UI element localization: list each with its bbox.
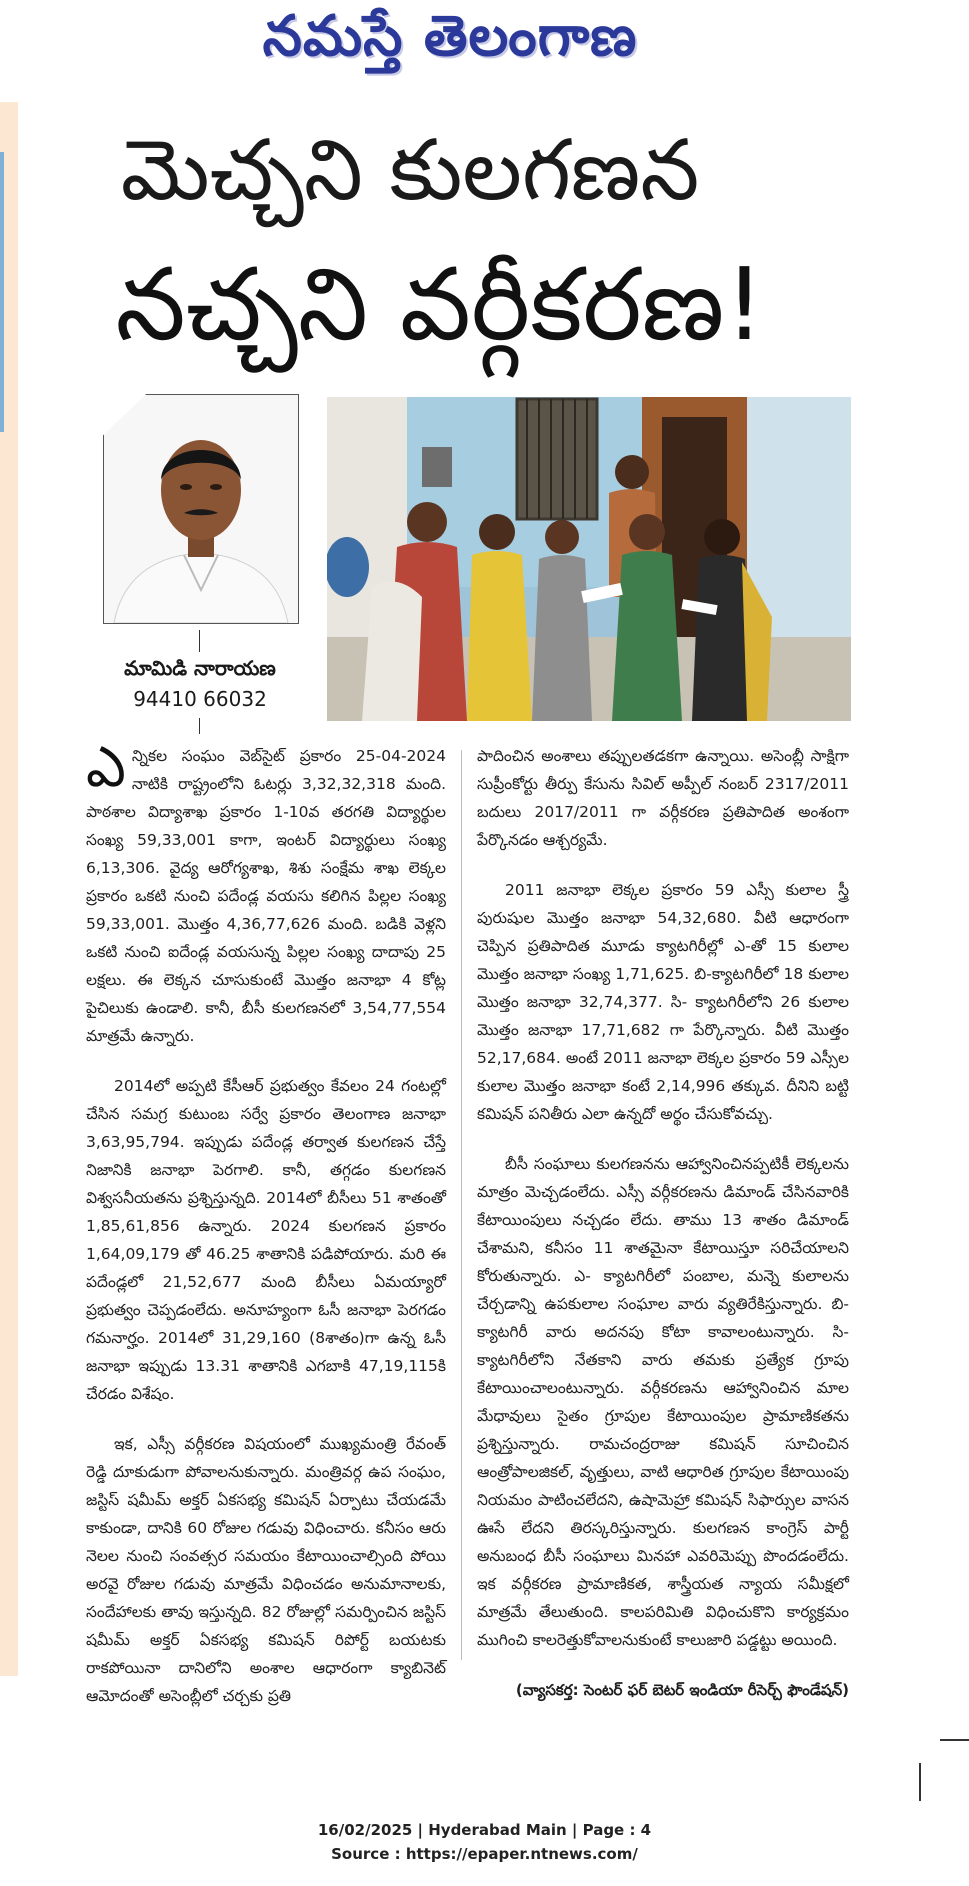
source-link[interactable]: Source : https://epaper.ntnews.com/ <box>331 1845 638 1863</box>
author-name: మామిడి నారాయణ <box>124 656 276 680</box>
article-paragraph: బీసీ సంఘాలు కులగణనను ఆహ్వానించినప్పటికీ లెక్కలను మాత్రం మెచ్చడంలేదు. ఎస్సీ వర్గీకరణను డిమాండ్ చేసినవారికి కేటాయింపులు నచ్చడం లేదు. తాము 13 శాతం డిమాండ్ చేశామని, కనీసం 11 శాతమైనా కేటాయిస్తూ సరిచేయాలని కోరుతున్నారు. ఎ- క్యాటగిరీలో పంబాల, మన్నె కులాలను చేర్చడాన్ని ఉపకులాల సంఘాల వారు వ్యతిరేకిస్తున్నారు. బి-క్యాటగిరీ వారు అదనపు కోటా కావాలంటున్నారు. సి- క్యాటగిరీలోని నేతకాని వారు తమకు ప్రత్యేక గ్రూపు కేటాయించాలంటున్నారు. వర్గీకరణను ఆహ్వానించిన మాల మేధావులు సైతం గ్రూపుల కేటాయింపుల ప్రామాణికతను ప్రశ్నిస్తున్నారు. రామచంద్రరాజు కమిషన్ సూచించిన ఆంత్రోపాలజికల్, వృత్తులు, వాటి ఆధారిత గ్రూపుల కేటాయింపు నియమం పాటించలేదని, ఉషామెహ్రా కమిషన్ సిఫార్సుల వాసన ఊసే లేదని తిరస్కరిస్తున్నారు. కులగణన కాంగ్రెస్ పార్టీ అనుబంధ బీసీ సంఘాలు మినహా ఎవరిమెప్పు పొందడంలేదు. ఇక వర్గీకరణ ప్రామాణికత, శాస్త్రీయత న్యాయ సమీక్షలో మాత్రమే తేలుతుంది. కాలపరిమితి విధించుకొని కార్యక్రమం ముగించి కాలరెత్తుకోవాలనుకుంటే కాలుజారి పడ్డట్టు అయింది. <box>477 1155 849 1649</box>
article-column-right <box>477 742 849 1704</box>
column-divider <box>461 750 462 1660</box>
article-paragraph: ఇక, ఎస్సీ వర్గీకరణ విషయంలో ముఖ్యమంత్రి రేవంత్ రెడ్డి దూకుడుగా పోవాలనుకున్నారు. మంత్రివర్గ ఉప సంఘం, జస్టిస్ షమీమ్ అక్తర్ ఏకసభ్య కమిషన్ ఏర్పాటు చేయడమే కాకుండా, దానికి 60 రోజుల గడువు విధించారు. కనీసం ఆరు నెలల నుంచి సంవత్సర సమయం కేటాయించాల్సింది పోయి అరవై రోజుల గడువు మాత్రమే విధించడం అనుమానాలకు, సందేహాలకు తావు ఇస్తున్నది. 82 రోజుల్లో సమర్పించిన జస్టిస్ షమీమ్ అక్తర్ ఏకసభ్య కమిషన్ రిపోర్ట్ బయటకు రాకపోయినా దానిలోని అంశాల ఆధారంగా క్యాబినెట్ ఆమోదంతో అసెంబ్లీలో చర్చకు ప్రతి <box>86 1435 446 1705</box>
article-paragraph: 2014లో అప్పటి కేసీఆర్ ప్రభుత్వం కేవలం 24 గంటల్లో చేసిన సమగ్ర కుటుంబ సర్వే ప్రకారం తెలంగాణ జనాభా 3,63,95,794. ఇప్పుడు పదేండ్ల తర్వాత కులగణన చేస్తే నిజానికి జనాభా పెరగాలి. కానీ, తగ్గడం కులగణన విశ్వసనీయతను ప్రశ్నిస్తున్నది. 2014లో బీసీలు 51 శాతంతో 1,85,61,856 ఉన్నారు. 2024 కులగణన ప్రకారం 1,64,09,179 తో 46.25 శాతానికి పడిపోయారు. మరి ఈ పదేండ్లలో 21,52,677 మంది బీసీలు ఏమయ్యారో ప్రభుత్వం చెప్పడంలేదు. అనూహ్యంగా ఓసీ జనాభా పెరగడం గమనార్హం. 2014లో 31,29,160 (8శాతం)గా ఉన్న ఓసీ జనాభా ఇప్పుడు 13.31 శాతానికి ఎగబాకి 47,19,115కి చేరడం విశేషం. <box>86 1077 446 1403</box>
author-credit: (వ్యాసకర్త: సెంటర్ ఫర్ బెటర్ ఇండియా రీసెర్చ్ ఫౌండేషన్) <box>515 1681 849 1699</box>
headline-line-2: నచ్చని వర్గీకరణ! <box>115 246 765 363</box>
masthead-logo: నమస్తే తెలంగాణ <box>262 4 638 69</box>
author-phone: 94410 66032 <box>133 687 267 711</box>
author-connector-line-bottom <box>199 718 200 734</box>
page-footer <box>0 1818 969 1866</box>
drop-cap: ఎ <box>86 735 126 800</box>
survey-team-photo <box>327 397 851 721</box>
article-paragraph: 2011 జనాభా లెక్కల ప్రకారం 59 ఎస్సీ కులాల స్త్రీ పురుషుల మొత్తం జనాభా 54,32,680. వీటి ఆధారంగా చెప్పిన ప్రతిపాదిత మూడు క్యాటగిరీల్లో ఎ-తో 15 కులాల మొత్తం జనాభా సంఖ్య 1,71,625. బి-క్యాటగిరీలో 18 కులాల మొత్తం జనాభా 32,74,377. సి- క్యాటగిరీలోని 26 కులాల మొత్తం జనాభా 17,71,682 గా పేర్కొన్నారు. వీటి మొత్తం 52,17,684. అంటే 2011 జనాభా లెక్కల ప్రకారం 59 ఎస్సీల కులాల మొత్తం జనాభా కంటే 2,14,996 తక్కువ. దీనిని బట్టి కమిషన్ పనితీరు ఎలా ఉన్నదో అర్థం చేసుకోవచ్చు. <box>477 881 849 1123</box>
edge-color-band <box>0 152 4 432</box>
article-paragraph-text: న్నికల సంఘం వెబ్‌సైట్ ప్రకారం 25-04-2024 నాటికి రాష్ట్రంలోని ఓటర్లు 3,32,32,318 మంది. పాఠశాల విద్యాశాఖ ప్రకారం 1-10వ తరగతి విద్యార్థుల సంఖ్య 59,33,001 కాగా, ఇంటర్ విద్యార్థులు సంఖ్య 6,13,306. వైద్య ఆరోగ్యశాఖ, శిశు సంక్షేమ శాఖ లెక్కల ప్రకారం ఒకటి నుంచి పదేండ్ల వయసు కలిగిన పిల్లల సంఖ్య 59,33,001. మొత్తం 4,36,77,626 మంది. బడికి వెళ్లని ఒకటి నుంచి ఐదేండ్ల వయసున్న పిల్లల సంఖ్య దాదాపు 25 లక్షలు. ఈ లెక్కన చూసుకుంటే మొత్తం జనాభా 4 కోట్ల పైచిలుకు ఉండాలి. కానీ, బీసీ కులగణనలో 3,54,77,554 మాత్రమే ఉన్నారు. <box>86 747 446 1045</box>
author-portrait <box>103 394 299 624</box>
article-paragraph <box>86 735 446 1050</box>
edition-info: 16/02/2025 | Hyderabad Main | Page : 4 <box>317 1821 652 1839</box>
article-paragraph: పాదించిన అంశాలు తప్పులతడకగా ఉన్నాయి. అసెంబ్లీ సాక్షిగా సుప్రీంకోర్టు తీర్పు కేసును సివిల్ అప్పీల్ నంబర్ 2317/2011 బదులు 2017/2011 గా వర్గీకరణ ప్రతిపాదిత అంశంగా పేర్కొనడం ఆశ్చర్యమే. <box>477 747 849 849</box>
author-connector-line <box>199 630 200 652</box>
crop-mark <box>940 1739 969 1741</box>
article-column-left <box>86 735 446 1732</box>
headline-line-1: మెచ్చని కులగణన <box>120 121 700 219</box>
page-edge-strip <box>0 102 18 1676</box>
crop-mark-vertical <box>919 1763 921 1801</box>
